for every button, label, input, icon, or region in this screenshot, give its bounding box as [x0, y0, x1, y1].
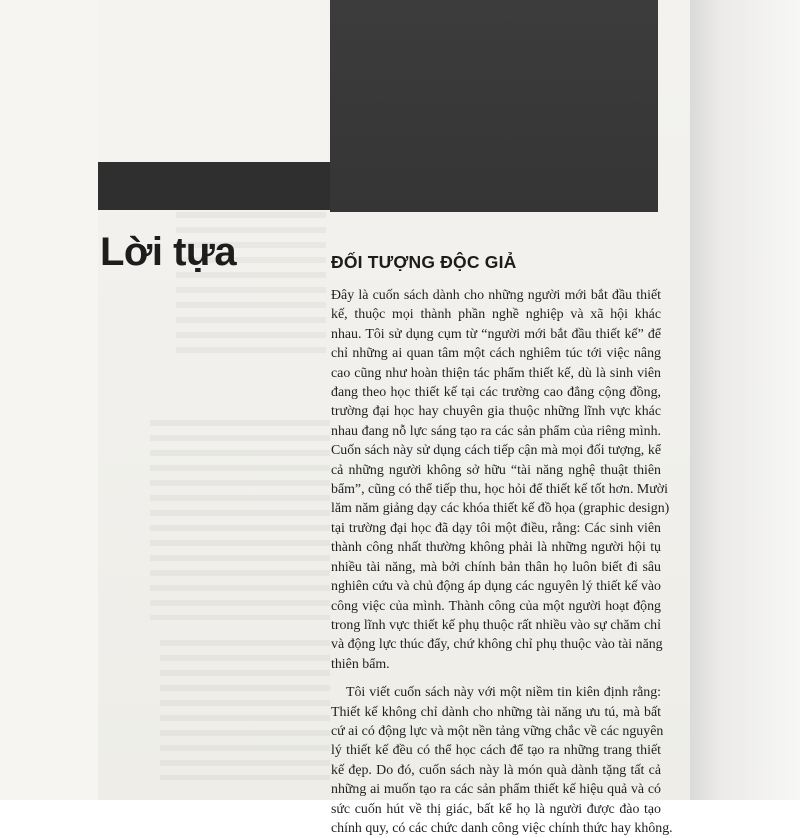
background-surface	[688, 0, 800, 800]
text-line: thành công nhất thường không phải là những người hội tụ	[331, 540, 661, 556]
text-line: lý thiết kế đều có thể học cách để tạo ra những trang thiết	[331, 743, 661, 759]
text-line: cả những người không sở hữu “tài năng nghệ thuật thiên	[331, 462, 661, 478]
text-line: trong lĩnh vực thiết kế phụ thuộc rất nhiều vào sự chăm chỉ	[331, 617, 661, 633]
text-line: sức cuốn hút về thị giác, bất kể họ là người được đào tạo	[331, 801, 661, 817]
paragraph	[331, 286, 670, 674]
text-line: trường đại học hay chuyên gia thuộc những lĩnh vực khác	[331, 404, 661, 420]
text-line: công việc của mình. Thành công của một người hoạt động	[331, 598, 661, 614]
text-line: Đây là cuốn sách dành cho những người mới bắt đầu thiết	[331, 288, 661, 303]
text-line: Tôi viết cuốn sách này với một niềm tin kiên định rằng:	[346, 685, 661, 701]
body-text	[331, 286, 673, 838]
text-line: cứ ai có động lực và một nền tảng vững chắc về các nguyên	[331, 723, 664, 739]
text-line: bẩm”, cũng có thể tiếp thu, học hỏi để thiết kế tốt hơn. Mười	[331, 482, 669, 498]
text-line: chính quy, có các chức danh công việc chính thức hay không.	[331, 820, 673, 836]
text-line: kế đẹp. Do đó, cuốn sách này là món quà dành tặng tất cả	[331, 762, 661, 778]
text-line: kế, thuộc mọi thành phần nghề nghiệp và xã hội khác	[331, 307, 661, 323]
text-line: nhau đang nỗ lực sáng tạo ra các sản phẩm của riêng mình.	[331, 423, 661, 439]
text-line: lăm năm giảng dạy các khóa thiết kế đồ họa (graphic design)	[331, 501, 670, 517]
paragraph	[331, 683, 673, 838]
text-line: tại trường đại học đã dạy tôi một điều, rằng: Các sinh viên	[331, 520, 661, 536]
section-heading: ĐỐI TƯỢNG ĐỘC GIẢ	[331, 252, 517, 272]
text-line: chỉ những ai quan tâm một cách nghiêm túc tới việc nâng	[331, 346, 661, 362]
chapter-title: Lời tựa	[100, 230, 237, 274]
text-line: và động lực thúc đẩy, chứ không chỉ phụ thuộc vào tài năng	[331, 637, 663, 653]
text-line: Thiết kế không chỉ dành cho những tài năng ưu tú, mà bất	[331, 704, 661, 720]
text-line: thiên bẩm.	[331, 656, 390, 672]
dark-photo-strip	[98, 162, 332, 210]
text-line: cao cũng như hoàn thiện tác phẩm thiết kế, dù là sinh viên	[331, 365, 661, 381]
text-line: Cuốn sách này sử dụng cách tiếp cận mà mọi đối tượng, kể	[331, 443, 661, 459]
text-line: đang theo học thiết kế tại các trường cao đẳng cộng đồng,	[331, 385, 661, 401]
text-line: những ai muốn tạo ra các sản phẩm thiết kế hiệu quả và có	[331, 782, 661, 798]
text-line: nhiều tài năng, mà bởi chính bản thân họ luôn biết đi sâu	[331, 559, 661, 575]
text-line: nghiên cứu và chủ động áp dụng các nguyên lý thiết kế vào	[331, 579, 662, 595]
text-line: nhau. Tôi sử dụng cụm từ “người mới bắt đầu thiết kế” để	[331, 326, 661, 342]
photo-frame-light	[98, 0, 328, 162]
dark-photo-block	[330, 0, 658, 212]
